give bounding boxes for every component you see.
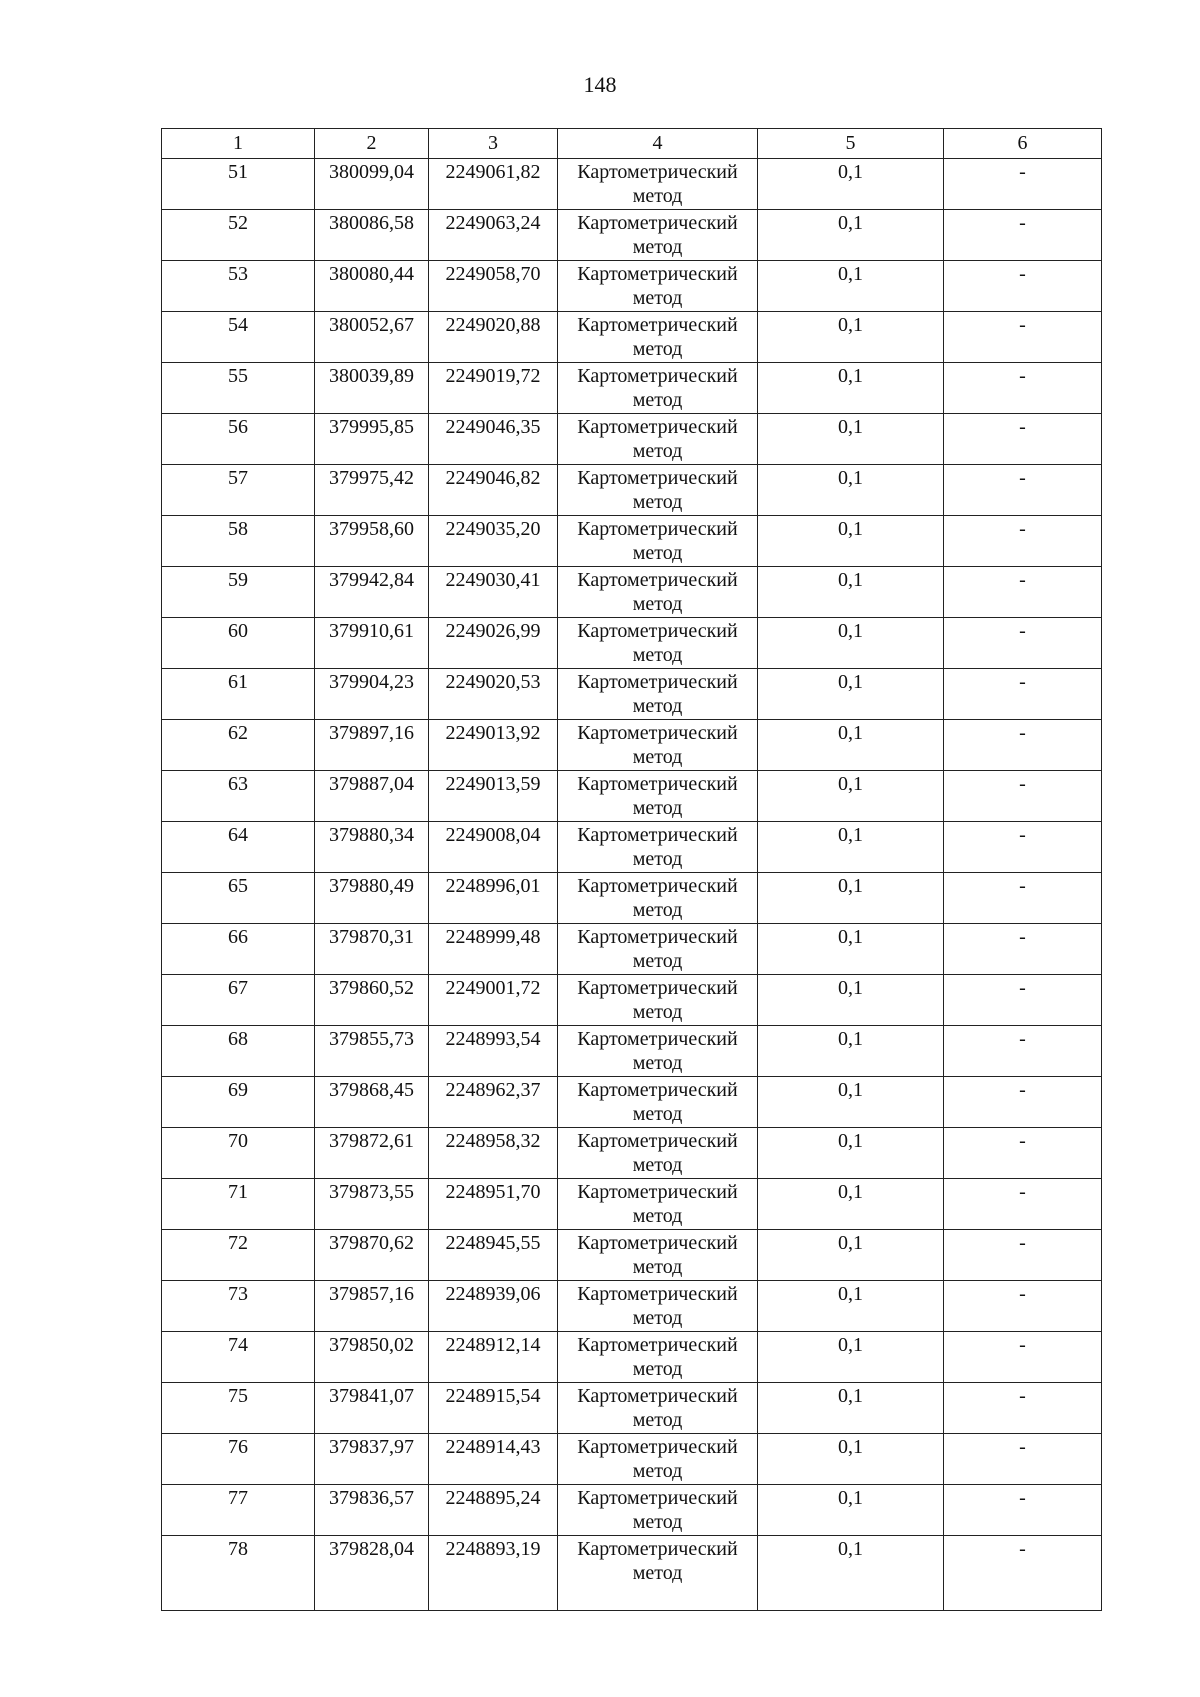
y-coordinate-cell: 2249013,92 [429, 720, 558, 771]
method-cell: Картометрический метод [558, 975, 758, 1026]
accuracy-cell: 0,1 [758, 1434, 944, 1485]
table-row [162, 822, 1102, 873]
method-cell: Картометрический метод [558, 1434, 758, 1485]
x-coordinate-cell: 379910,61 [315, 618, 429, 669]
note-cell: - [944, 363, 1102, 414]
accuracy-cell: 0,1 [758, 720, 944, 771]
method-cell: Картометрический метод [558, 1230, 758, 1281]
coordinates-table [161, 128, 1102, 1611]
point-number-cell: 66 [162, 924, 315, 975]
table-row [162, 516, 1102, 567]
point-number-cell: 53 [162, 261, 315, 312]
accuracy-cell: 0,1 [758, 567, 944, 618]
x-coordinate-cell: 379841,07 [315, 1383, 429, 1434]
y-coordinate-cell: 2248912,14 [429, 1332, 558, 1383]
point-number-cell: 52 [162, 210, 315, 261]
note-cell: - [944, 1230, 1102, 1281]
column-header: 3 [429, 129, 558, 159]
point-number-cell: 69 [162, 1077, 315, 1128]
method-cell: Картометрический метод [558, 414, 758, 465]
accuracy-cell: 0,1 [758, 1485, 944, 1536]
table-header-row [162, 129, 1102, 159]
method-cell: Картометрический метод [558, 669, 758, 720]
method-cell: Картометрический метод [558, 720, 758, 771]
x-coordinate-cell: 380080,44 [315, 261, 429, 312]
method-cell: Картометрический метод [558, 1281, 758, 1332]
y-coordinate-cell: 2249026,99 [429, 618, 558, 669]
x-coordinate-cell: 379860,52 [315, 975, 429, 1026]
column-header: 2 [315, 129, 429, 159]
note-cell: - [944, 669, 1102, 720]
point-number-cell: 61 [162, 669, 315, 720]
point-number-cell: 78 [162, 1536, 315, 1611]
table-row [162, 1128, 1102, 1179]
point-number-cell: 67 [162, 975, 315, 1026]
accuracy-cell: 0,1 [758, 363, 944, 414]
point-number-cell: 68 [162, 1026, 315, 1077]
note-cell: - [944, 465, 1102, 516]
table-row [162, 1179, 1102, 1230]
note-cell: - [944, 261, 1102, 312]
point-number-cell: 56 [162, 414, 315, 465]
method-cell: Картометрический метод [558, 363, 758, 414]
x-coordinate-cell: 380099,04 [315, 159, 429, 210]
accuracy-cell: 0,1 [758, 159, 944, 210]
note-cell: - [944, 312, 1102, 363]
note-cell: - [944, 1128, 1102, 1179]
y-coordinate-cell: 2248951,70 [429, 1179, 558, 1230]
point-number-cell: 71 [162, 1179, 315, 1230]
y-coordinate-cell: 2249035,20 [429, 516, 558, 567]
x-coordinate-cell: 379868,45 [315, 1077, 429, 1128]
method-cell: Картометрический метод [558, 1485, 758, 1536]
note-cell: - [944, 1332, 1102, 1383]
note-cell: - [944, 720, 1102, 771]
x-coordinate-cell: 379873,55 [315, 1179, 429, 1230]
x-coordinate-cell: 379975,42 [315, 465, 429, 516]
note-cell: - [944, 1485, 1102, 1536]
method-cell: Картометрический метод [558, 1128, 758, 1179]
y-coordinate-cell: 2248962,37 [429, 1077, 558, 1128]
y-coordinate-cell: 2249061,82 [429, 159, 558, 210]
method-cell: Картометрический метод [558, 1026, 758, 1077]
y-coordinate-cell: 2248958,32 [429, 1128, 558, 1179]
point-number-cell: 60 [162, 618, 315, 669]
x-coordinate-cell: 379850,02 [315, 1332, 429, 1383]
point-number-cell: 70 [162, 1128, 315, 1179]
table-row [162, 1332, 1102, 1383]
y-coordinate-cell: 2248939,06 [429, 1281, 558, 1332]
accuracy-cell: 0,1 [758, 414, 944, 465]
note-cell: - [944, 414, 1102, 465]
y-coordinate-cell: 2248914,43 [429, 1434, 558, 1485]
table-row [162, 567, 1102, 618]
method-cell: Картометрический метод [558, 465, 758, 516]
note-cell: - [944, 924, 1102, 975]
x-coordinate-cell: 379958,60 [315, 516, 429, 567]
y-coordinate-cell: 2248945,55 [429, 1230, 558, 1281]
point-number-cell: 54 [162, 312, 315, 363]
accuracy-cell: 0,1 [758, 1383, 944, 1434]
accuracy-cell: 0,1 [758, 465, 944, 516]
method-cell: Картометрический метод [558, 159, 758, 210]
method-cell: Картометрический метод [558, 210, 758, 261]
table-row [162, 618, 1102, 669]
note-cell: - [944, 1179, 1102, 1230]
method-cell: Картометрический метод [558, 924, 758, 975]
x-coordinate-cell: 380039,89 [315, 363, 429, 414]
table-row [162, 1281, 1102, 1332]
method-cell: Картометрический метод [558, 1077, 758, 1128]
y-coordinate-cell: 2248893,19 [429, 1536, 558, 1611]
method-cell: Картометрический метод [558, 1332, 758, 1383]
accuracy-cell: 0,1 [758, 1026, 944, 1077]
column-header: 5 [758, 129, 944, 159]
point-number-cell: 76 [162, 1434, 315, 1485]
table-row [162, 1230, 1102, 1281]
point-number-cell: 75 [162, 1383, 315, 1434]
table-row [162, 210, 1102, 261]
accuracy-cell: 0,1 [758, 516, 944, 567]
point-number-cell: 77 [162, 1485, 315, 1536]
x-coordinate-cell: 379855,73 [315, 1026, 429, 1077]
table-row [162, 465, 1102, 516]
x-coordinate-cell: 379872,61 [315, 1128, 429, 1179]
method-cell: Картометрический метод [558, 516, 758, 567]
y-coordinate-cell: 2248915,54 [429, 1383, 558, 1434]
x-coordinate-cell: 379870,62 [315, 1230, 429, 1281]
accuracy-cell: 0,1 [758, 618, 944, 669]
table-row [162, 669, 1102, 720]
y-coordinate-cell: 2248993,54 [429, 1026, 558, 1077]
table-row [162, 363, 1102, 414]
accuracy-cell: 0,1 [758, 822, 944, 873]
x-coordinate-cell: 380086,58 [315, 210, 429, 261]
note-cell: - [944, 771, 1102, 822]
column-header: 1 [162, 129, 315, 159]
y-coordinate-cell: 2249046,35 [429, 414, 558, 465]
accuracy-cell: 0,1 [758, 1077, 944, 1128]
point-number-cell: 74 [162, 1332, 315, 1383]
point-number-cell: 55 [162, 363, 315, 414]
note-cell: - [944, 1536, 1102, 1611]
method-cell: Картометрический метод [558, 312, 758, 363]
point-number-cell: 64 [162, 822, 315, 873]
point-number-cell: 59 [162, 567, 315, 618]
table-row [162, 1434, 1102, 1485]
method-cell: Картометрический метод [558, 618, 758, 669]
y-coordinate-cell: 2248999,48 [429, 924, 558, 975]
x-coordinate-cell: 379904,23 [315, 669, 429, 720]
y-coordinate-cell: 2249030,41 [429, 567, 558, 618]
y-coordinate-cell: 2249019,72 [429, 363, 558, 414]
table-row [162, 1485, 1102, 1536]
table-row [162, 312, 1102, 363]
accuracy-cell: 0,1 [758, 312, 944, 363]
note-cell: - [944, 1077, 1102, 1128]
method-cell: Картометрический метод [558, 873, 758, 924]
point-number-cell: 62 [162, 720, 315, 771]
x-coordinate-cell: 379828,04 [315, 1536, 429, 1611]
note-cell: - [944, 975, 1102, 1026]
note-cell: - [944, 1434, 1102, 1485]
y-coordinate-cell: 2249063,24 [429, 210, 558, 261]
y-coordinate-cell: 2249020,53 [429, 669, 558, 720]
column-header: 6 [944, 129, 1102, 159]
table-row [162, 261, 1102, 312]
point-number-cell: 73 [162, 1281, 315, 1332]
table-row [162, 1026, 1102, 1077]
note-cell: - [944, 1281, 1102, 1332]
method-cell: Картометрический метод [558, 1536, 758, 1611]
accuracy-cell: 0,1 [758, 1281, 944, 1332]
accuracy-cell: 0,1 [758, 261, 944, 312]
note-cell: - [944, 822, 1102, 873]
x-coordinate-cell: 379836,57 [315, 1485, 429, 1536]
accuracy-cell: 0,1 [758, 1536, 944, 1611]
x-coordinate-cell: 379870,31 [315, 924, 429, 975]
point-number-cell: 65 [162, 873, 315, 924]
note-cell: - [944, 567, 1102, 618]
table-row [162, 159, 1102, 210]
accuracy-cell: 0,1 [758, 210, 944, 261]
accuracy-cell: 0,1 [758, 771, 944, 822]
accuracy-cell: 0,1 [758, 924, 944, 975]
table-row [162, 1077, 1102, 1128]
point-number-cell: 58 [162, 516, 315, 567]
note-cell: - [944, 873, 1102, 924]
point-number-cell: 63 [162, 771, 315, 822]
page-number: 148 [583, 72, 617, 97]
y-coordinate-cell: 2249020,88 [429, 312, 558, 363]
x-coordinate-cell: 379837,97 [315, 1434, 429, 1485]
note-cell: - [944, 210, 1102, 261]
x-coordinate-cell: 379995,85 [315, 414, 429, 465]
point-number-cell: 51 [162, 159, 315, 210]
accuracy-cell: 0,1 [758, 1179, 944, 1230]
table-row [162, 1536, 1102, 1611]
accuracy-cell: 0,1 [758, 1332, 944, 1383]
table-row [162, 924, 1102, 975]
y-coordinate-cell: 2249046,82 [429, 465, 558, 516]
method-cell: Картометрический метод [558, 1179, 758, 1230]
note-cell: - [944, 159, 1102, 210]
x-coordinate-cell: 379880,34 [315, 822, 429, 873]
y-coordinate-cell: 2248996,01 [429, 873, 558, 924]
method-cell: Картометрический метод [558, 567, 758, 618]
y-coordinate-cell: 2249058,70 [429, 261, 558, 312]
note-cell: - [944, 516, 1102, 567]
accuracy-cell: 0,1 [758, 1230, 944, 1281]
x-coordinate-cell: 379887,04 [315, 771, 429, 822]
table-row [162, 771, 1102, 822]
note-cell: - [944, 618, 1102, 669]
table-row [162, 720, 1102, 771]
x-coordinate-cell: 379942,84 [315, 567, 429, 618]
x-coordinate-cell: 379897,16 [315, 720, 429, 771]
x-coordinate-cell: 379880,49 [315, 873, 429, 924]
method-cell: Картометрический метод [558, 1383, 758, 1434]
method-cell: Картометрический метод [558, 261, 758, 312]
x-coordinate-cell: 379857,16 [315, 1281, 429, 1332]
y-coordinate-cell: 2249013,59 [429, 771, 558, 822]
y-coordinate-cell: 2249008,04 [429, 822, 558, 873]
method-cell: Картометрический метод [558, 771, 758, 822]
accuracy-cell: 0,1 [758, 975, 944, 1026]
accuracy-cell: 0,1 [758, 873, 944, 924]
note-cell: - [944, 1026, 1102, 1077]
table-row [162, 414, 1102, 465]
accuracy-cell: 0,1 [758, 669, 944, 720]
y-coordinate-cell: 2249001,72 [429, 975, 558, 1026]
note-cell: - [944, 1383, 1102, 1434]
point-number-cell: 72 [162, 1230, 315, 1281]
table-row [162, 1383, 1102, 1434]
column-header: 4 [558, 129, 758, 159]
point-number-cell: 57 [162, 465, 315, 516]
table-body [162, 159, 1102, 1611]
table-row [162, 873, 1102, 924]
method-cell: Картометрический метод [558, 822, 758, 873]
x-coordinate-cell: 380052,67 [315, 312, 429, 363]
y-coordinate-cell: 2248895,24 [429, 1485, 558, 1536]
table-row [162, 975, 1102, 1026]
accuracy-cell: 0,1 [758, 1128, 944, 1179]
